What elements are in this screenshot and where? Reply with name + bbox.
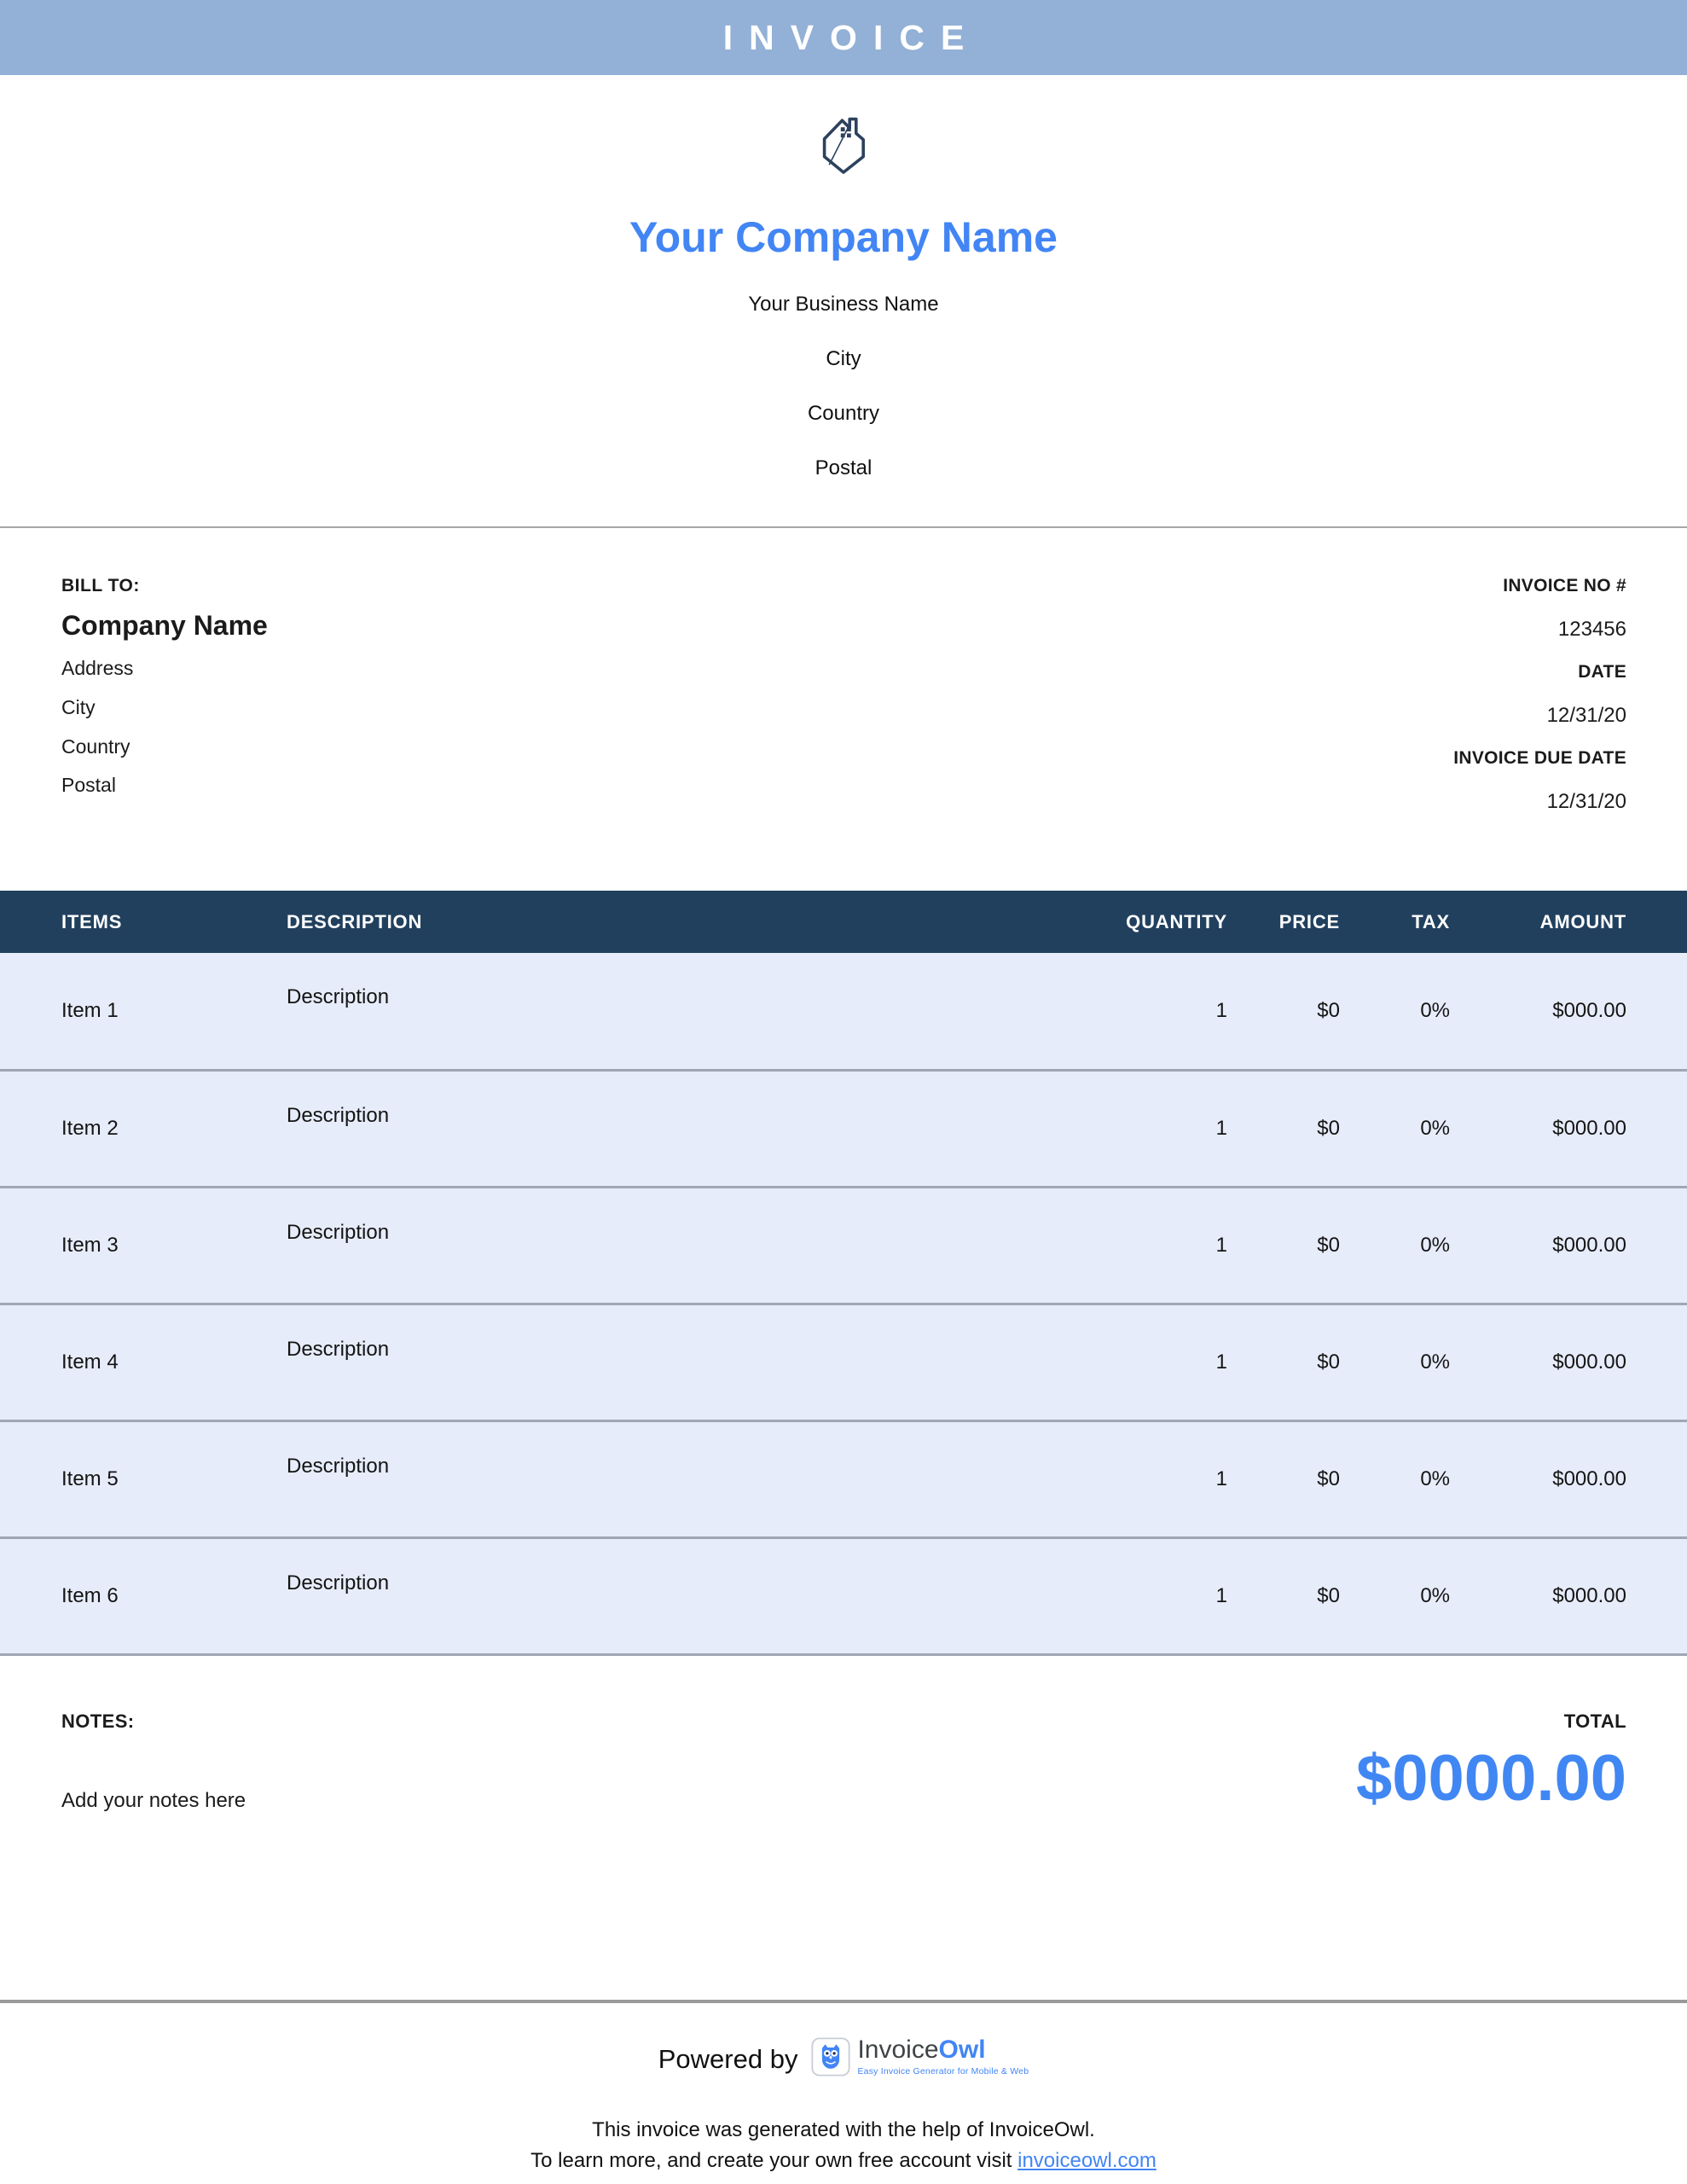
- item-amount-cell: $000.00: [1450, 953, 1687, 1070]
- brand-tagline: Easy Invoice Generator for Mobile & Web: [857, 2066, 1029, 2077]
- footer-generated-text: This invoice was generated with the help of InvoiceOwl.: [592, 2118, 1095, 2141]
- bill-to-city: City: [61, 695, 96, 718]
- business-name: Your Business Name: [748, 293, 939, 316]
- invoice-banner: [0, 0, 1687, 75]
- invoiceowl-link[interactable]: invoiceowl.com: [1017, 2149, 1157, 2172]
- powered-by-row: [0, 2037, 1687, 2081]
- bill-to-address: Address: [61, 657, 134, 679]
- company-postal: Postal: [815, 456, 872, 479]
- item-quantity-cell: 1: [1058, 1304, 1227, 1420]
- header-divider: [0, 526, 1687, 528]
- item-price-cell: $0: [1227, 1420, 1340, 1537]
- item-amount-cell: $000.00: [1450, 1187, 1687, 1304]
- column-header-price: PRICE: [1227, 891, 1340, 953]
- item-quantity-cell: 1: [1058, 1420, 1227, 1537]
- invoiceowl-owl-icon: [811, 2037, 850, 2081]
- invoice-due-date-value: 12/31/20: [1546, 790, 1626, 813]
- item-name-cell: Item 6: [0, 1537, 225, 1654]
- item-description-cell: Description: [225, 953, 1058, 1070]
- item-price-cell: $0: [1227, 953, 1340, 1070]
- footer: [0, 2000, 1687, 2173]
- item-description-cell: Description: [225, 1304, 1058, 1420]
- item-quantity-cell: 1: [1058, 953, 1227, 1070]
- powered-by-label: Powered by: [658, 2043, 798, 2074]
- item-tax-cell: 0%: [1340, 1070, 1450, 1187]
- item-name-cell: Item 3: [0, 1187, 225, 1304]
- invoiceowl-brand: [811, 2037, 1029, 2081]
- invoice-date-label: DATE: [1578, 662, 1626, 682]
- column-header-description: DESCRIPTION: [225, 891, 1058, 953]
- company-header: [0, 111, 1687, 479]
- item-quantity-cell: 1: [1058, 1187, 1227, 1304]
- notes-block: [61, 1711, 246, 1813]
- item-description-cell: Description: [225, 1187, 1058, 1304]
- item-tax-cell: 0%: [1340, 1187, 1450, 1304]
- table-row: [0, 1304, 1687, 1420]
- item-amount-cell: $000.00: [1450, 1420, 1687, 1537]
- item-price-cell: $0: [1227, 1187, 1340, 1304]
- company-logo: [0, 111, 1687, 183]
- item-quantity-cell: 1: [1058, 1070, 1227, 1187]
- notes-placeholder-text: Add your notes here: [61, 1788, 246, 1812]
- table-row: [0, 1537, 1687, 1654]
- item-description-cell: Description: [225, 1537, 1058, 1654]
- item-tax-cell: 0%: [1340, 1420, 1450, 1537]
- item-tax-cell: 0%: [1340, 953, 1450, 1070]
- footer-learn-more-text: [0, 2149, 1687, 2173]
- company-city: City: [826, 347, 861, 370]
- item-name-cell: Item 1: [0, 953, 225, 1070]
- item-amount-cell: $000.00: [1450, 1537, 1687, 1654]
- column-header-items: ITEMS: [0, 891, 225, 953]
- item-name-cell: Item 4: [0, 1304, 225, 1420]
- item-name-cell: Item 2: [0, 1070, 225, 1187]
- items-table: [0, 891, 1687, 1656]
- footer-learn-more-prefix: To learn more, and create your own free account visit: [530, 2149, 1012, 2172]
- item-quantity-cell: 1: [1058, 1537, 1227, 1654]
- item-name-cell: Item 5: [0, 1420, 225, 1537]
- table-row: [0, 953, 1687, 1070]
- item-price-cell: $0: [1227, 1537, 1340, 1654]
- column-header-quantity: QUANTITY: [1058, 891, 1227, 953]
- bill-to-company-name: Company Name: [61, 610, 268, 641]
- notes-total-section: [0, 1711, 1687, 1813]
- brand-owl-text: Owl: [938, 2036, 986, 2064]
- invoice-number-value: 123456: [1557, 618, 1626, 641]
- column-header-tax: TAX: [1340, 891, 1450, 953]
- item-description-cell: Description: [225, 1420, 1058, 1537]
- billing-section: [0, 576, 1687, 834]
- invoice-number-label: INVOICE NO #: [1503, 576, 1626, 595]
- invoice-date-value: 12/31/20: [1546, 704, 1626, 727]
- column-header-amount: AMOUNT: [1450, 891, 1687, 953]
- table-row: [0, 1420, 1687, 1537]
- total-value: $0000.00: [1356, 1741, 1626, 1815]
- house-hexagon-logo-icon: [809, 168, 878, 183]
- invoice-banner-title: INVOICE: [722, 17, 981, 57]
- item-tax-cell: 0%: [1340, 1537, 1450, 1654]
- company-country: Country: [807, 402, 880, 425]
- item-amount-cell: $000.00: [1450, 1304, 1687, 1420]
- company-name: Your Company Name: [629, 213, 1058, 261]
- item-tax-cell: 0%: [1340, 1304, 1450, 1420]
- table-row: [0, 1187, 1687, 1304]
- notes-label: NOTES:: [61, 1710, 135, 1732]
- invoice-meta-block: [1453, 576, 1626, 834]
- bill-to-country: Country: [61, 735, 130, 758]
- items-table-header: [0, 891, 1687, 953]
- invoice-due-date-label: INVOICE DUE DATE: [1453, 748, 1626, 768]
- item-price-cell: $0: [1227, 1070, 1340, 1187]
- total-label: TOTAL: [1563, 1710, 1626, 1732]
- total-block: [1356, 1711, 1626, 1813]
- invoiceowl-wordmark: [857, 2037, 1029, 2077]
- item-description-cell: Description: [225, 1070, 1058, 1187]
- item-amount-cell: $000.00: [1450, 1070, 1687, 1187]
- brand-invoice-text: Invoice: [857, 2036, 939, 2064]
- bill-to-block: [61, 576, 268, 834]
- table-row: [0, 1070, 1687, 1187]
- item-price-cell: $0: [1227, 1304, 1340, 1420]
- bill-to-label: BILL TO:: [61, 576, 140, 595]
- bill-to-postal: Postal: [61, 774, 116, 797]
